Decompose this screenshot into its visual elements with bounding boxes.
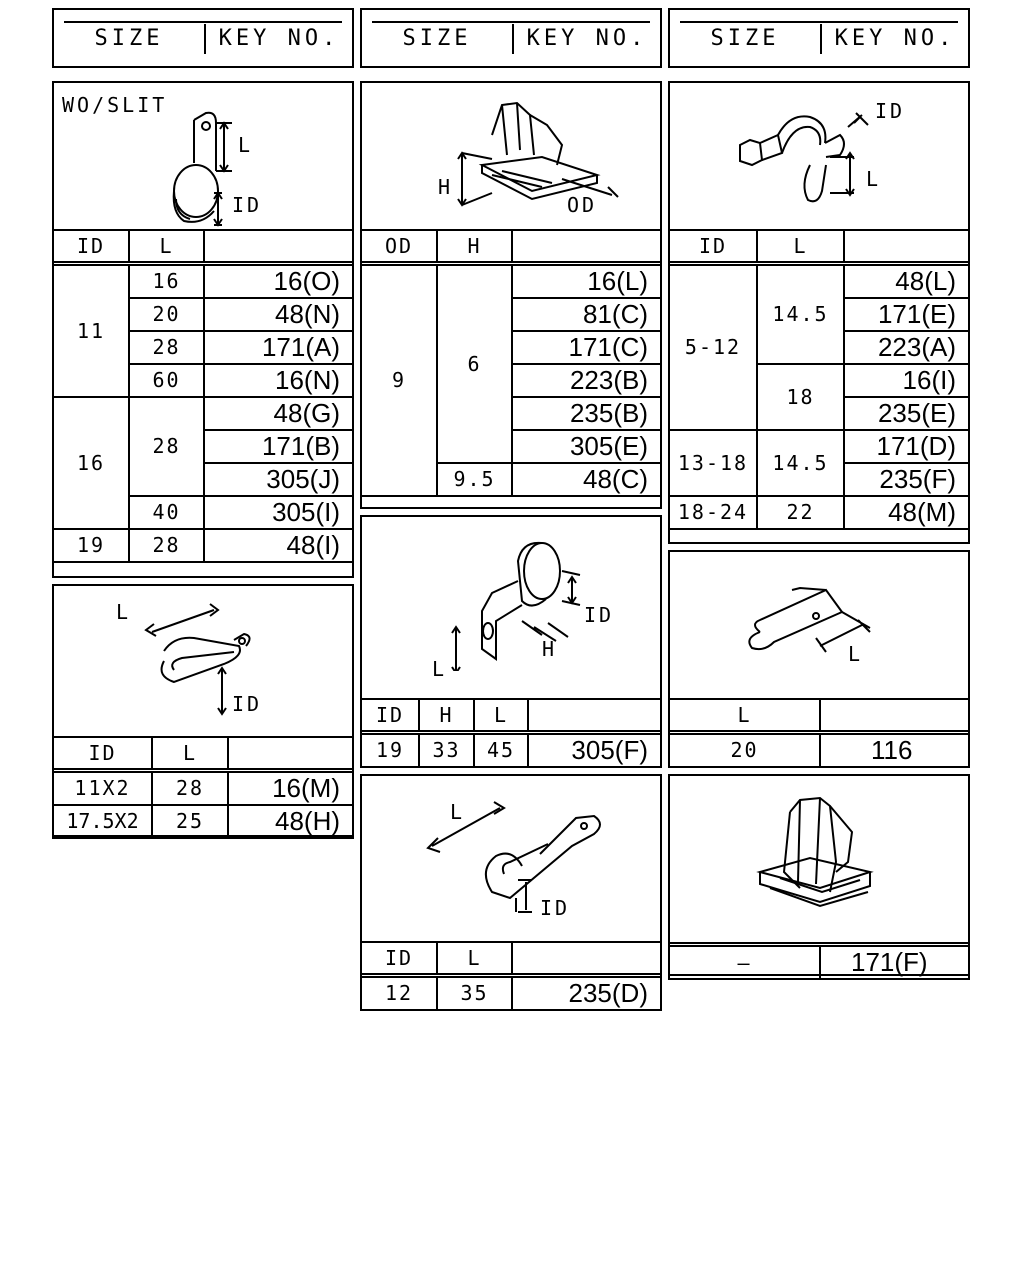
- key-cell: 235(F): [844, 463, 969, 496]
- col-header: L: [437, 942, 512, 975]
- h-cell: 33: [419, 732, 474, 767]
- l-cell: 22: [757, 496, 844, 529]
- dim-l-label: L: [432, 657, 448, 681]
- l-cell: 25: [152, 805, 228, 838]
- key-cell: 235(E): [844, 397, 969, 430]
- panel7-table: [360, 941, 662, 1011]
- panel-retainer-clip: [668, 774, 970, 976]
- col-header: [204, 230, 353, 263]
- col-header: [512, 230, 661, 263]
- panel-p-clip-wo-slit: [52, 81, 354, 578]
- key-cell: 48(M): [844, 496, 969, 529]
- dim-l-label: L: [866, 167, 882, 191]
- l-cell: 28: [152, 770, 228, 805]
- key-no-header: KEY NO.: [526, 26, 648, 51]
- panel8-table: [668, 942, 970, 980]
- l-cell: 60: [129, 364, 204, 397]
- hook-clip-illustration: [730, 572, 930, 682]
- col-header: [820, 699, 969, 732]
- col-header: OD: [361, 230, 437, 263]
- col-header: L: [129, 230, 204, 263]
- key-cell: 48(N): [204, 298, 353, 331]
- dim-l-label: L: [116, 600, 132, 624]
- key-cell: 305(I): [204, 496, 353, 529]
- panel-push-clip: [360, 81, 662, 509]
- l-cell: 14.5: [757, 263, 844, 364]
- key-cell: 305(E): [512, 430, 661, 463]
- key-cell: 171(B): [204, 430, 353, 463]
- key-no-header: KEY NO.: [834, 26, 956, 51]
- col-header: ID: [361, 699, 419, 732]
- dim-id-label: ID: [875, 99, 906, 123]
- h-cell: 6: [437, 263, 512, 463]
- l-cell: 20: [669, 732, 820, 767]
- col-header: ID: [53, 737, 152, 770]
- key-cell: 235(D): [512, 975, 661, 1010]
- id-cell: 16: [53, 397, 129, 529]
- l-cell: 20: [129, 298, 204, 331]
- wo-slit-note: WO/SLIT: [62, 93, 168, 117]
- id-cell: 11: [53, 263, 129, 397]
- id-cell: 5-12: [669, 263, 757, 430]
- l-cell: 14.5: [757, 430, 844, 496]
- col-header: L: [152, 737, 228, 770]
- col-header: [844, 230, 969, 263]
- dim-id-label: ID: [232, 193, 263, 217]
- key-cell: 48(H): [228, 805, 353, 838]
- dim-l-label: L: [450, 800, 466, 824]
- l-cell: 40: [129, 496, 204, 529]
- key-cell: 48(C): [512, 463, 661, 496]
- panel1-table: [52, 229, 354, 563]
- panel5-table: [360, 698, 662, 768]
- key-cell: 223(A): [844, 331, 969, 364]
- l-cell: 28: [129, 331, 204, 364]
- key-cell: 171(F): [820, 945, 969, 980]
- l-cell: 28: [129, 529, 204, 562]
- l-cell: 45: [474, 732, 528, 767]
- key-cell: 171(A): [204, 331, 353, 364]
- key-cell: 48(I): [204, 529, 353, 562]
- id-cell: 12: [361, 975, 437, 1010]
- id-cell: 11X2: [53, 770, 152, 805]
- id-cell: 18-24: [669, 496, 757, 529]
- l-cell: 35: [437, 975, 512, 1010]
- dim-od-label: OD: [567, 193, 598, 217]
- panel2-table: [360, 229, 662, 497]
- col-header: H: [437, 230, 512, 263]
- col-header: H: [419, 699, 474, 732]
- key-cell: 305(F): [528, 732, 661, 767]
- key-cell: 171(E): [844, 298, 969, 331]
- key-cell: 48(L): [844, 263, 969, 298]
- header-col-1: [52, 8, 354, 68]
- col-header: L: [474, 699, 528, 732]
- key-cell: 48(G): [204, 397, 353, 430]
- col-header: ID: [361, 942, 437, 975]
- l-cell: 28: [129, 397, 204, 496]
- panel-double-clip: [52, 584, 354, 837]
- col-header: L: [669, 699, 820, 732]
- h-cell: 9.5: [437, 463, 512, 496]
- key-cell: 16(L): [512, 263, 661, 298]
- id-cell: 19: [361, 732, 419, 767]
- offset-clip-illustration: [422, 531, 642, 681]
- panel-offset-clip: [360, 515, 662, 768]
- id-cell: 19: [53, 529, 129, 562]
- double-clip-illustration: [116, 596, 334, 726]
- key-cell: 116: [820, 732, 969, 767]
- l-cell: 18: [757, 364, 844, 430]
- key-cell: 223(B): [512, 364, 661, 397]
- key-no-header: KEY NO.: [218, 26, 340, 51]
- dim-id-label: ID: [232, 692, 263, 716]
- col-header: L: [757, 230, 844, 263]
- l-cell: 16: [129, 263, 204, 298]
- panel4-table: [52, 736, 354, 839]
- size-header: SIZE: [710, 26, 780, 51]
- col-header: [512, 942, 661, 975]
- retainer-clip-illustration: [740, 792, 910, 932]
- panel6-table: [668, 698, 970, 768]
- panel-flat-clip: [360, 774, 662, 1011]
- header-col-3: [668, 8, 970, 68]
- dim-id-label: ID: [584, 603, 615, 627]
- key-cell: 16(M): [228, 770, 353, 805]
- key-cell: 171(C): [512, 331, 661, 364]
- size-header: SIZE: [402, 26, 472, 51]
- key-cell: 171(D): [844, 430, 969, 463]
- panel-hook-clip: [668, 550, 970, 768]
- key-cell: 235(B): [512, 397, 661, 430]
- panel3-table: [668, 229, 970, 530]
- flat-clip-illustration: [422, 794, 642, 924]
- col-header: ID: [53, 230, 129, 263]
- dim-h-label: H: [542, 637, 558, 661]
- id-cell: 13-18: [669, 430, 757, 496]
- col-header: [528, 699, 661, 732]
- dim-l-label: L: [238, 133, 254, 157]
- key-cell: 16(N): [204, 364, 353, 397]
- push-clip-illustration: [422, 95, 642, 225]
- col-header: ID: [669, 230, 757, 263]
- wire-clip-illustration: [730, 95, 930, 225]
- size-cell: —: [669, 945, 820, 980]
- size-header: SIZE: [94, 26, 164, 51]
- col-header: [228, 737, 353, 770]
- panel-wire-clip: [668, 81, 970, 544]
- key-cell: 16(O): [204, 263, 353, 298]
- key-cell: 81(C): [512, 298, 661, 331]
- id-cell: 17.5X2: [53, 805, 152, 838]
- dim-id-label: ID: [540, 896, 571, 920]
- dim-l-label: L: [848, 642, 864, 666]
- od-cell: 9: [361, 263, 437, 496]
- header-col-2: [360, 8, 662, 68]
- key-cell: 305(J): [204, 463, 353, 496]
- dim-h-label: H: [438, 175, 454, 199]
- key-cell: 16(I): [844, 364, 969, 397]
